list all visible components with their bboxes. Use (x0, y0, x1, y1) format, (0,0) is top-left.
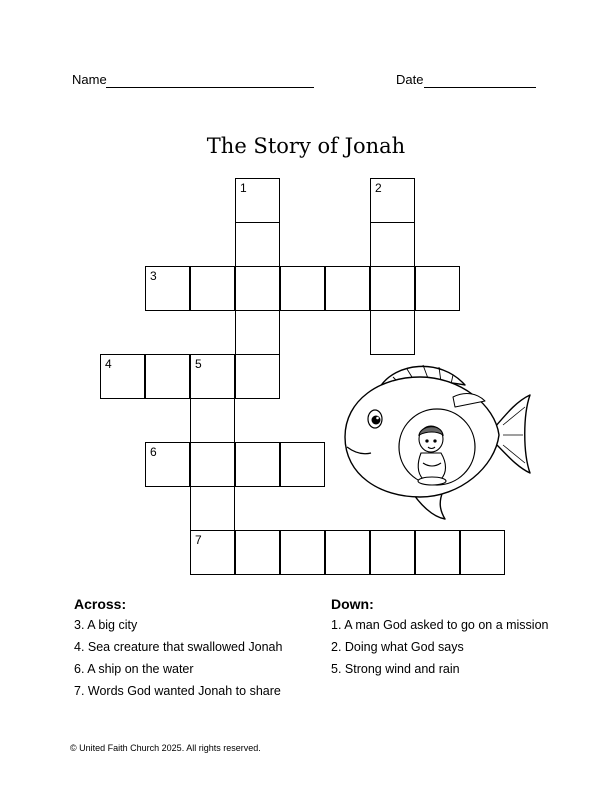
grid-cell[interactable] (280, 266, 325, 311)
grid-cell[interactable] (190, 486, 235, 531)
grid-cell[interactable] (190, 354, 235, 399)
down-clue: 2. Doing what God says (331, 640, 464, 654)
grid-cell[interactable] (460, 530, 505, 575)
grid-cell[interactable] (370, 222, 415, 267)
grid-cell[interactable] (235, 442, 280, 487)
copyright-footer: © United Faith Church 2025. All rights reserved. (70, 743, 261, 753)
grid-cell[interactable] (370, 266, 415, 311)
grid-cell[interactable] (190, 266, 235, 311)
name-label: Name (72, 72, 107, 87)
across-heading: Across: (74, 596, 127, 612)
date-line[interactable] (424, 87, 536, 88)
grid-cell[interactable] (145, 354, 190, 399)
clue-number: 1 (240, 181, 247, 195)
down-heading: Down: (331, 596, 374, 612)
clue-number: 4 (105, 357, 112, 371)
grid-cell[interactable] (415, 266, 460, 311)
grid-cell[interactable] (370, 530, 415, 575)
grid-cell[interactable] (190, 442, 235, 487)
clue-number: 7 (195, 533, 202, 547)
grid-cell[interactable] (100, 354, 145, 399)
clue-number: 3 (150, 269, 157, 283)
grid-cell[interactable] (190, 530, 235, 575)
down-clue: 5. Strong wind and rain (331, 662, 460, 676)
grid-cell[interactable] (145, 266, 190, 311)
grid-cell[interactable] (235, 178, 280, 223)
across-clue: 3. A big city (74, 618, 138, 632)
grid-cell[interactable] (235, 530, 280, 575)
grid-cell[interactable] (280, 530, 325, 575)
across-clue: 6. A ship on the water (74, 662, 194, 676)
grid-cell[interactable] (370, 310, 415, 355)
page-title: The Story of Jonah (206, 134, 406, 158)
grid-cell[interactable] (325, 266, 370, 311)
grid-cell[interactable] (145, 442, 190, 487)
date-label: Date (396, 72, 424, 87)
grid-cell[interactable] (415, 530, 460, 575)
grid-cell[interactable] (325, 530, 370, 575)
clue-number: 5 (195, 357, 202, 371)
across-clue: 7. Words God wanted Jonah to share (74, 684, 281, 698)
across-clue: 4. Sea creature that swallowed Jonah (74, 640, 283, 654)
grid-cell[interactable] (370, 178, 415, 223)
grid-cell[interactable] (280, 442, 325, 487)
grid-cell[interactable] (235, 222, 280, 267)
grid-cell[interactable] (235, 310, 280, 355)
clue-number: 2 (375, 181, 382, 195)
fish-with-jonah-illustration (335, 355, 535, 523)
grid-cell[interactable] (190, 398, 235, 443)
name-line[interactable] (106, 87, 314, 88)
clue-number: 6 (150, 445, 157, 459)
down-clue: 1. A man God asked to go on a mission (331, 618, 549, 632)
grid-cell[interactable] (235, 266, 280, 311)
grid-cell[interactable] (235, 354, 280, 399)
